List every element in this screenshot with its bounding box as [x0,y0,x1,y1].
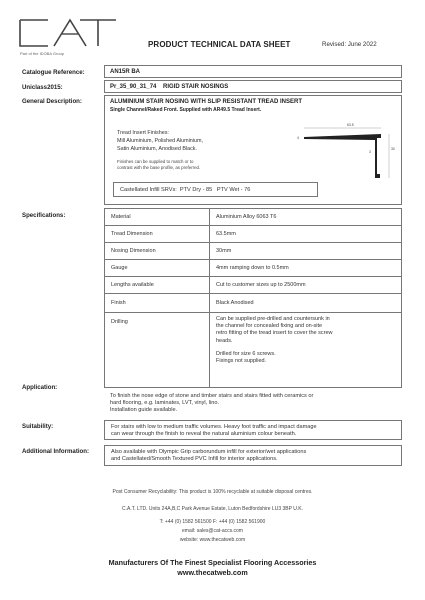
footer-url: www.thecatweb.com [177,568,248,577]
table-row [105,226,402,243]
spec-name: Material [105,209,210,226]
table-row [105,209,402,226]
catalogue-label: Catalogue Reference: [22,69,85,76]
drilling-line: heads. [216,337,233,344]
general-box [104,95,402,205]
spec-value: 4mm ramping down to 0.5mm [210,260,402,277]
additional-text [111,449,306,463]
uniclass-value: Pr_35_90_31_74 RIGID STAIR NOSINGS [110,84,229,90]
additional-label: Additional Information: [22,448,90,455]
catalogue-box [104,65,402,78]
suitability-label: Suitability: [22,423,54,430]
additional-line: and Castellated/Smooth Textured PVC Infill for interior applications. [111,456,278,462]
table-row [105,313,402,388]
logo-subtitle: Part of the IDOBA Group [20,51,65,56]
application-line: To finish the nose edge of stone and timber stairs and stairs fitted with ceramics or [110,393,314,399]
suitability-line: can wear through the finish to reveal the natural aluminium colour beneath. [111,431,297,437]
uniclass-label: Uniclass2015: [22,84,63,91]
spec-value: Aluminium Alloy 6063 T6 [210,209,402,226]
table-row [105,243,402,260]
revised-date: Revised: June 2022 [322,41,377,48]
application-label: Application: [22,384,58,391]
finish-note: contrast with the base profile, as preferred. [117,165,201,170]
spec-name: Tread Dimension [105,226,210,243]
company-website: website: www.thecatweb.com [179,537,246,543]
finish-note: Finishes can be supplied to match or to [117,159,194,164]
drilling-line: retro fitting of the tread insert to cover the screw [216,330,333,337]
application-line: Installation guide available. [110,407,178,414]
drilling-line: the channel for concealed fixing and on-site [216,323,323,330]
finishes-line: Mill Aluminium, Polished Aluminium, [117,138,203,144]
spec-value [210,313,402,388]
company-address: C.A.T. LTD. Units 24A,B,C Park Avenue Estate, Luton Bedfordshire LU3 3BP U.K. [122,506,303,512]
document-title: PRODUCT TECHNICAL DATA SHEET [148,40,291,49]
company-phone: T: +44 (0) 1582 561500 F: +44 (0) 1582 561900 [159,519,266,525]
footer-tagline: Manufacturers Of The Finest Specialist Flooring Accessories [108,558,317,567]
company-logo [18,14,118,52]
spec-name: Gauge [105,260,210,277]
dimension-label: 30 [391,147,395,151]
company-email: email: sales@cat-accs.com [182,528,243,534]
general-heading: ALUMINIUM STAIR NOSING WITH SLIP RESISTANT TREAD INSERT [110,99,302,105]
table-row [105,294,402,313]
dimension-label: 4 [297,136,299,140]
application-text [110,393,398,415]
spec-value: Cut to customer sizes up to 2500mm [210,277,402,294]
recyclability-note: Post Consumer Recyclability: This product is 100% recyclable at suitable disposal centres. [112,489,313,495]
suitability-text [111,424,317,438]
uniclass-box [104,80,402,93]
srv-text: Castellated Infill SRVs: PTV Dry - 85 PTV Wet - 76 [120,187,251,193]
additional-line: Also available with Olympic Grip carborundum infill for exterior/wet applications [111,449,307,455]
additional-box [104,445,402,466]
drilling-line: Fixings not supplied. [216,358,267,365]
suitability-line: For stairs with low to medium traffic volumes. Heavy foot traffic and impact damage [111,424,317,430]
profile-drawing [281,120,396,182]
application-line: hard flooring, e.g. laminates, LVT, vinyl, lino. [110,400,220,407]
table-row [105,260,402,277]
general-subheading: Single Channel/Raked Front. Supplied with AR49.5 Tread Insert. [110,107,262,113]
suitability-box [104,420,402,440]
spec-name: Finish [105,294,210,313]
spec-value: Black Anodised [210,294,402,313]
catalogue-value: AN15R BA [110,69,141,75]
table-row [105,277,402,294]
specifications-label: Specifications: [22,212,66,219]
specifications-table [104,208,402,388]
dimension-label: 63.5 [347,123,354,127]
spec-value: 30mm [210,243,402,260]
general-label: General Description: [22,98,82,105]
finishes-title: Tread Insert Finishes: [117,130,169,136]
spec-name: Lengths available [105,277,210,294]
dimension-label: 3 [369,150,371,154]
spec-value: 63.5mm [210,226,402,243]
drilling-line: Drilled for size 6 screws. [216,350,276,357]
drilling-line: Can be supplied pre-drilled and countersunk in [216,316,330,322]
finishes-line: Satin Aluminium, Anodised Black. [117,146,198,152]
srv-box [113,182,318,197]
spec-name: Drilling [105,313,210,388]
spec-name: Nosing Dimension [105,243,210,260]
